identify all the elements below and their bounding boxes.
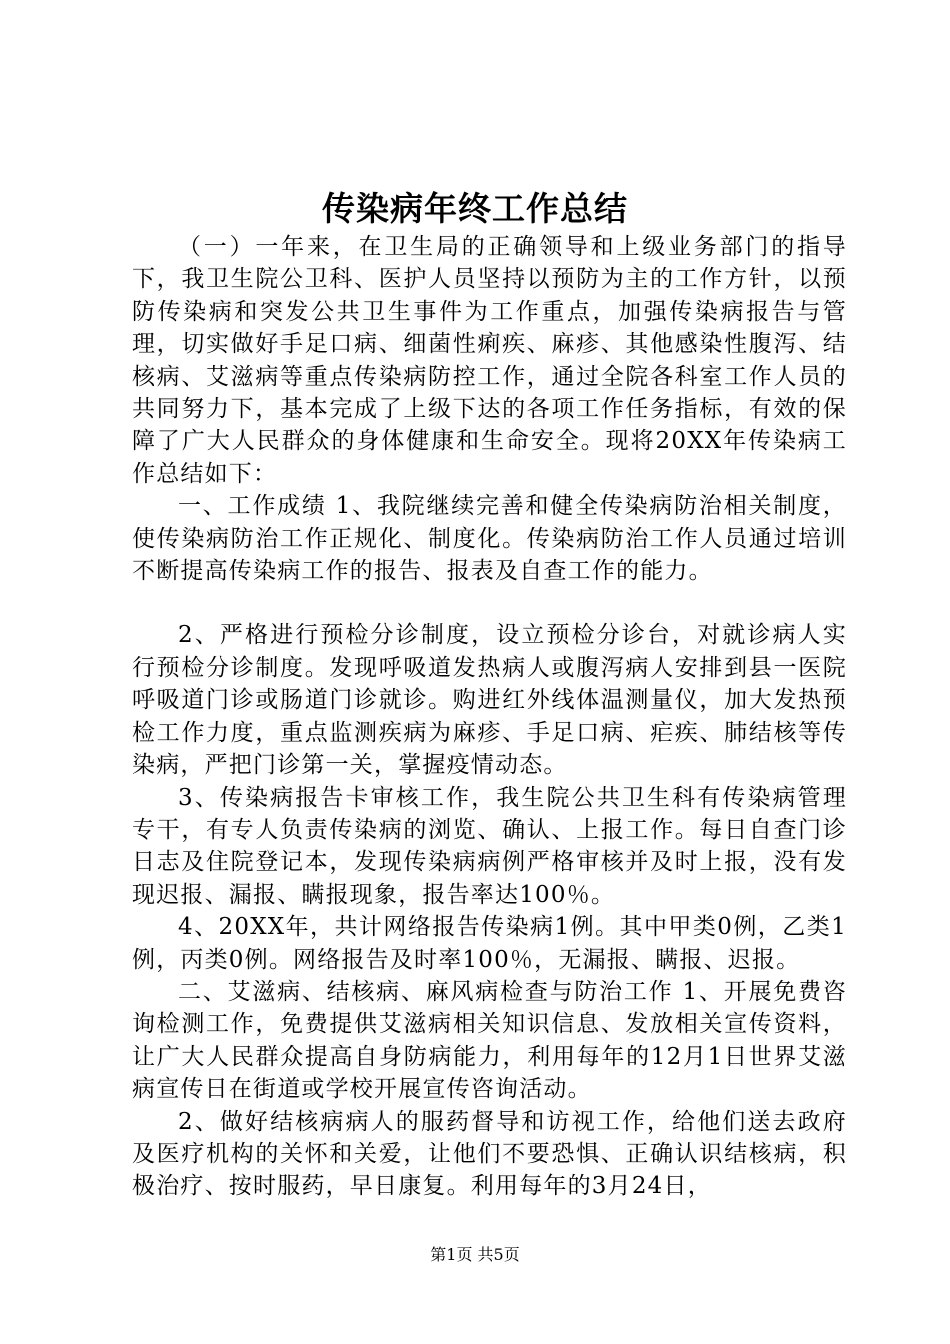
paragraph-intro: （一）一年来，在卫生局的正确领导和上级业务部门的指导下，我卫生院公卫科、医护人员坚持以预防为主的工作方针，以预防传染病和突发公共卫生事件为工作重点，加强传染病报告与管理，切实做好手足口病、细菌性痢疾、麻疹、其他感染性腹泻、结核病、艾滋病等重点传染病防控工作，通过全院各科室工作人员的共同努力下，基本完成了上级下达的各项工作任务指标，有效的保障了广大人民群众的身体健康和生命安全。现将20XX年传染病工作总结如下： xyxy=(132,234,847,487)
paragraph-aids-tb-2: 2、做好结核病病人的服药督导和访视工作，给他们送去政府及医疗机构的关怀和关爱，让他们不要恐惧、正确认识结核病，积极治疗、按时服药，早日康复。利用每年的3月24日， xyxy=(132,1108,847,1200)
paragraph-aids-tb-1: 二、艾滋病、结核病、麻风病检查与防治工作 1、开展免费咨询检测工作，免费提供艾滋病相关知识信息、发放相关宣传资料，让广大人民群众提高自身防病能力，利用每年的12月1日世界艾滋病宣传日在街道或学校开展宣传咨询活动。 xyxy=(132,978,847,1103)
paragraph-achievements-3: 3、传染病报告卡审核工作，我生院公共卫生科有传染病管理专干，有专人负责传染病的浏览、确认、上报工作。每日自查门诊日志及住院登记本，发现传染病病例严格审核并及时上报，没有发现迟报、漏报、瞒报现象，报告率达100％。 xyxy=(132,784,847,908)
paragraph-achievements-4: 4、20XX年，共计网络报告传染病1例。其中甲类0例，乙类1例，丙类0例。网络报告及时率100％，无漏报、瞒报、迟报。 xyxy=(132,914,847,973)
page-footer: 第1页 共5页 xyxy=(430,1245,520,1264)
paragraph-achievements-1: 一、工作成绩 1、我院继续完善和健全传染病防治相关制度，使传染病防治工作正规化、制度化。传染病防治工作人员通过培训不断提高传染病工作的报告、报表及自查工作的能力。 xyxy=(132,493,847,585)
document-body xyxy=(132,231,847,1203)
paragraph-achievements-2: 2、严格进行预检分诊制度，设立预检分诊台，对就诊病人实行预检分诊制度。发现呼吸道发热病人或腹泻病人安排到县一医院呼吸道门诊或肠道门诊就诊。购进红外线体温测量仪，加大发热预检工作力度，重点监测疾病为麻疹、手足口病、疟疾、肺结核等传染病，严把门诊第一关，掌握疫情动态。 xyxy=(132,622,847,779)
document-title: 传染病年终工作总结 xyxy=(322,189,628,228)
